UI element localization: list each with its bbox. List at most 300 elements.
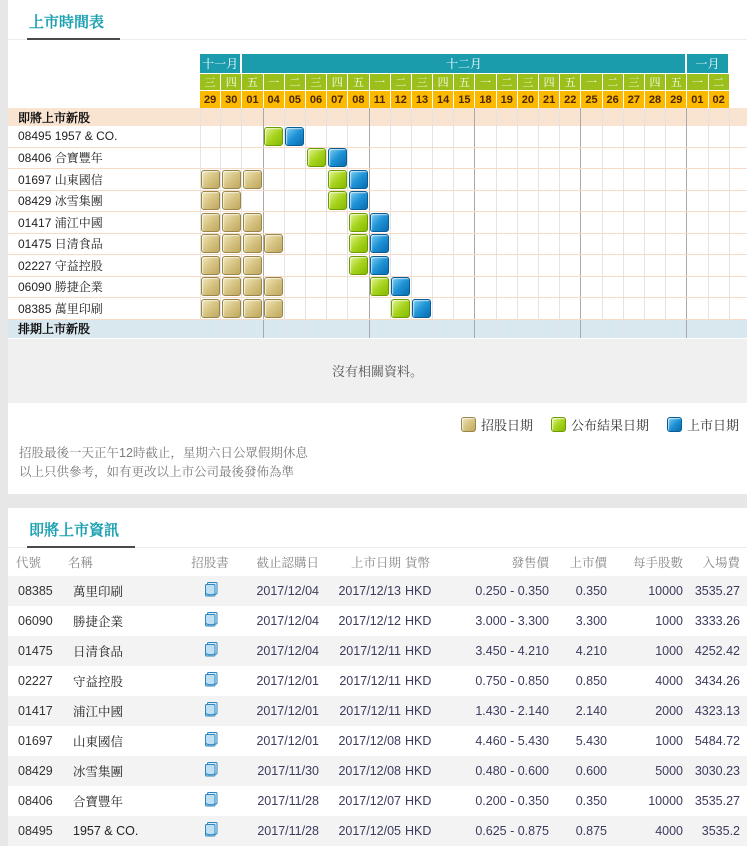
calendar-cell [560, 148, 581, 169]
calendar-cell [624, 255, 645, 276]
cell-code: 01475 [18, 643, 53, 658]
cell-listing-date: 2017/12/11 [339, 673, 401, 688]
gantt-row [8, 277, 747, 299]
calendar-cell [645, 298, 666, 319]
day-label: 13 [412, 91, 433, 108]
calendar-cell [200, 191, 221, 212]
prospectus-documents-icon[interactable] [202, 641, 219, 658]
calendar-cell [518, 298, 539, 319]
subscription-date-cell [264, 299, 283, 318]
result-date-cell [391, 299, 410, 318]
cell-currency: HKD [405, 703, 432, 718]
cell-currency: HKD [405, 793, 432, 808]
calendar-cell [221, 212, 242, 233]
cell-entry-fee: 3333.26 [694, 613, 740, 628]
subscription-date-cell [201, 191, 220, 210]
gantt-row [8, 298, 747, 320]
weekday-label: 四 [327, 74, 348, 91]
prospectus-documents-icon[interactable] [202, 761, 219, 778]
cell-listing-price: 0.350 [575, 793, 607, 808]
subscription-date-cell [201, 213, 220, 232]
prospectus-documents-icon[interactable] [202, 581, 219, 598]
calendar-cell [497, 255, 518, 276]
list-legend-swatch [667, 417, 682, 432]
calendar-cell [412, 126, 433, 147]
footnote-line: 招股最後一天正午12時截止，星期六日公眾假期休息 [19, 445, 308, 460]
calendar-cell [370, 255, 391, 276]
cell-listing-price: 2.140 [575, 703, 607, 718]
calendar-cell [581, 169, 602, 190]
calendar-cell [348, 212, 369, 233]
calendar-cell [454, 234, 475, 255]
cell-name: 1957 & CO. [73, 823, 139, 838]
calendar-cell [539, 255, 560, 276]
cell-currency: HKD [405, 673, 432, 688]
day-label: 19 [497, 91, 518, 108]
calendar-cell [306, 169, 327, 190]
calendar-cell [624, 148, 645, 169]
calendar-cell [518, 191, 539, 212]
cell-prospectus [190, 791, 230, 811]
calendar-cell [497, 191, 518, 212]
gantt-row [8, 212, 747, 234]
stock-label: 02227 守益控股 [18, 258, 103, 273]
prospectus-documents-icon[interactable] [202, 731, 219, 748]
cell-code: 01697 [18, 733, 53, 748]
weekday-label: 四 [221, 74, 242, 91]
prospectus-documents-icon[interactable] [202, 701, 219, 718]
cell-prospectus [190, 641, 230, 661]
subscription-date-cell [264, 234, 283, 253]
calendar-cell [475, 212, 496, 233]
calendar-cell [264, 108, 285, 126]
cell-deadline: 2017/12/04 [256, 613, 319, 628]
cell-listing-date: 2017/12/11 [339, 703, 401, 718]
calendar-cell [264, 126, 285, 147]
cell-listing-date: 2017/12/07 [338, 793, 401, 808]
calendar-cell [666, 320, 687, 338]
calendar-cell [666, 277, 687, 298]
stock-label: 08429 冰雪集團 [18, 194, 103, 209]
calendar-cell [200, 298, 221, 319]
weekday-label: 二 [497, 74, 518, 91]
subscription-date-cell [243, 299, 262, 318]
calendar-cell [391, 191, 412, 212]
calendar-cell [200, 255, 221, 276]
weekday-label: 一 [581, 74, 602, 91]
calendar-cell [624, 234, 645, 255]
calendar-cell [454, 298, 475, 319]
calendar-cell [285, 255, 306, 276]
subscription-date-cell [222, 277, 241, 296]
calendar-cell [560, 277, 581, 298]
column-header-10: 入場費 [702, 555, 740, 570]
subscription-date-cell [201, 299, 220, 318]
cell-listing-date: 2017/12/05 [338, 823, 401, 838]
cell-entry-fee: 4252.42 [694, 643, 740, 658]
calendar-cell [433, 169, 454, 190]
legend-label: 上市日期 [686, 417, 739, 433]
cell-offer-price: 3.450 - 4.210 [475, 643, 549, 658]
calendar-cell [285, 320, 306, 338]
cell-name: 浦江中國 [73, 704, 124, 719]
column-header-3: 招股書 [191, 555, 229, 570]
calendar-cell [242, 126, 263, 147]
subscription-date-cell [264, 277, 283, 296]
calendar-cell [497, 148, 518, 169]
calendar-cell [348, 320, 369, 338]
calendar-cell [306, 108, 327, 126]
stock-label: 06090 勝捷企業 [18, 280, 103, 295]
calendar-cell [370, 320, 391, 338]
result-date-cell [349, 256, 368, 275]
subscription-date-cell [201, 256, 220, 275]
day-label: 08 [348, 91, 369, 108]
weekday-label: 一 [370, 74, 391, 91]
cell-code: 02227 [18, 673, 53, 688]
calendar-cell [285, 148, 306, 169]
calendar-cell [624, 320, 645, 338]
calendar-cell [264, 277, 285, 298]
calendar-cell [391, 212, 412, 233]
prospectus-documents-icon[interactable] [202, 791, 219, 808]
calendar-cell [370, 126, 391, 147]
calendar-cell [348, 255, 369, 276]
cell-entry-fee: 3535.27 [694, 793, 740, 808]
calendar-cell [475, 126, 496, 147]
cell-lot-size: 4000 [655, 673, 683, 688]
calendar-cell [348, 298, 369, 319]
calendar-cell [348, 277, 369, 298]
table-row [8, 816, 747, 846]
calendar-cell [454, 320, 475, 338]
day-label: 02 [709, 91, 730, 108]
calendar-cell [645, 320, 666, 338]
calendar-cell [560, 212, 581, 233]
calendar-cell [475, 169, 496, 190]
cell-name: 守益控股 [73, 674, 124, 689]
legend-label: 招股日期 [480, 417, 533, 433]
day-label: 26 [603, 91, 624, 108]
cell-lot-size: 1000 [655, 643, 683, 658]
cell-currency: HKD [405, 823, 432, 838]
cell-offer-price: 3.000 - 3.300 [475, 613, 549, 628]
cell-entry-fee: 5484.72 [694, 733, 740, 748]
cell-listing-price: 0.600 [575, 763, 607, 778]
cell-offer-price: 1.430 - 2.140 [475, 703, 549, 718]
calendar-cell [327, 191, 348, 212]
cell-prospectus [190, 671, 230, 691]
cell-lot-size: 10000 [648, 793, 683, 808]
subscription-date-cell [222, 213, 241, 232]
cell-offer-price: 0.200 - 0.350 [475, 793, 549, 808]
weekday-label: 一 [264, 74, 285, 91]
subscription-date-cell [222, 234, 241, 253]
subscription-date-cell [201, 170, 220, 189]
calendar-cell [433, 126, 454, 147]
cell-listing-price: 5.430 [575, 733, 607, 748]
calendar-cell [348, 234, 369, 255]
day-label: 29 [666, 91, 687, 108]
weekday-label: 四 [539, 74, 560, 91]
table-row [8, 576, 747, 606]
calendar-cell [687, 320, 708, 338]
calendar-cell [391, 169, 412, 190]
cell-code: 08495 [18, 823, 53, 838]
cell-lot-size: 1000 [655, 613, 683, 628]
cell-entry-fee: 3535.27 [694, 583, 740, 598]
day-label: 01 [687, 91, 708, 108]
calendar-cell [645, 212, 666, 233]
weekday-label: 三 [200, 74, 221, 91]
calendar-cell [264, 298, 285, 319]
calendar-cell [391, 277, 412, 298]
calendar-cell [264, 148, 285, 169]
cell-listing-price: 4.210 [575, 643, 607, 658]
calendar-cell [454, 277, 475, 298]
table-row [8, 636, 747, 666]
calendar-cell [433, 298, 454, 319]
cell-currency: HKD [405, 613, 432, 628]
calendar-cell [560, 234, 581, 255]
info-header [8, 508, 747, 548]
subscription-date-cell [243, 170, 262, 189]
calendar-cell [454, 169, 475, 190]
calendar-cell [475, 108, 496, 126]
calendar-cell [433, 277, 454, 298]
day-label: 21 [539, 91, 560, 108]
cell-deadline: 2017/12/04 [256, 583, 319, 598]
calendar-cell [666, 255, 687, 276]
calendar-cell [497, 212, 518, 233]
cell-lot-size: 5000 [655, 763, 683, 778]
calendar-cell [327, 255, 348, 276]
weekday-label: 三 [624, 74, 645, 91]
result-date-cell [370, 277, 389, 296]
subscription-date-cell [201, 277, 220, 296]
gantt-row [8, 255, 747, 277]
calendar-cell [539, 108, 560, 126]
cell-name: 冰雪集團 [73, 764, 124, 779]
stock-label: 08385 萬里印刷 [18, 301, 103, 316]
calendar-cell [285, 191, 306, 212]
calendar-cell [433, 191, 454, 212]
info-title: 即將上市資訊 [27, 517, 135, 548]
prospectus-documents-icon[interactable] [202, 821, 219, 838]
calendar-cell [709, 169, 730, 190]
calendar-cell [306, 320, 327, 338]
subscription-date-cell [222, 256, 241, 275]
calendar-cell [433, 255, 454, 276]
calendar-cell [539, 320, 560, 338]
calendar-cell [603, 108, 624, 126]
ipo-gantt-calendar [8, 54, 747, 338]
sub-legend-swatch [461, 417, 476, 432]
calendar-cell [539, 277, 560, 298]
calendar-cell [624, 212, 645, 233]
calendar-cell [560, 169, 581, 190]
stock-label: 01697 山東國信 [18, 172, 103, 187]
calendar-cell [242, 191, 263, 212]
cell-prospectus [190, 611, 230, 631]
table-row [8, 606, 747, 636]
calendar-cell [306, 234, 327, 255]
cell-offer-price: 0.625 - 0.875 [475, 823, 549, 838]
cell-code: 08429 [18, 763, 53, 778]
calendar-corner-spacer [8, 74, 200, 91]
calendar-cell [624, 191, 645, 212]
calendar-cell [221, 148, 242, 169]
cell-code: 01417 [18, 703, 53, 718]
calendar-cell [391, 255, 412, 276]
calendar-cell [497, 320, 518, 338]
prospectus-documents-icon[interactable] [202, 671, 219, 688]
weekday-label: 二 [603, 74, 624, 91]
cell-offer-price: 0.480 - 0.600 [475, 763, 549, 778]
calendar-cell [264, 212, 285, 233]
calendar-cell [264, 234, 285, 255]
calendar-cell [645, 108, 666, 126]
column-header-8: 上市價 [569, 555, 607, 570]
weekday-label: 五 [560, 74, 581, 91]
calendar-cell [221, 108, 242, 126]
calendar-cell [475, 320, 496, 338]
calendar-cell [603, 298, 624, 319]
calendar-cell [327, 277, 348, 298]
calendar-cell [412, 277, 433, 298]
calendar-cell [348, 191, 369, 212]
cell-listing-price: 0.875 [575, 823, 607, 838]
prospectus-documents-icon[interactable] [202, 611, 219, 628]
subscription-date-cell [222, 191, 241, 210]
calendar-cell [645, 277, 666, 298]
calendar-cell [518, 126, 539, 147]
calendar-cell [221, 191, 242, 212]
calendar-cell [666, 148, 687, 169]
calendar-cell [603, 212, 624, 233]
calendar-cell [709, 191, 730, 212]
calendar-cell [645, 169, 666, 190]
cell-name: 山東國信 [73, 734, 124, 749]
cell-name: 合寶豐年 [73, 794, 124, 809]
month-label: 十一月 [200, 54, 242, 74]
calendar-cell [603, 169, 624, 190]
cell-prospectus [190, 731, 230, 751]
table-row [8, 666, 747, 696]
calendar-cell [412, 148, 433, 169]
calendar-cell [687, 191, 708, 212]
listing-date-cell [370, 213, 389, 232]
calendar-cell [391, 126, 412, 147]
cell-listing-price: 0.850 [575, 673, 607, 688]
calendar-cell [412, 212, 433, 233]
column-header-4: 截止認購日 [256, 555, 319, 570]
gantt-row [8, 148, 747, 170]
column-header-1: 代號 [16, 555, 42, 570]
cell-deadline: 2017/11/30 [257, 763, 319, 778]
calendar-cell [666, 234, 687, 255]
calendar-cell [285, 126, 306, 147]
calendar-cell [306, 255, 327, 276]
calendar-cell [560, 126, 581, 147]
subscription-date-cell [222, 299, 241, 318]
day-label: 29 [200, 91, 221, 108]
calendar-cell [539, 298, 560, 319]
calendar-cell [391, 108, 412, 126]
day-label: 30 [221, 91, 242, 108]
calendar-cell [560, 298, 581, 319]
cell-deadline: 2017/12/04 [256, 643, 319, 658]
result-date-cell [328, 191, 347, 210]
calendar-cell [327, 126, 348, 147]
calendar-cell [348, 148, 369, 169]
calendar-cell [539, 148, 560, 169]
weekday-label: 二 [391, 74, 412, 91]
listing-date-cell [349, 170, 368, 189]
calendar-cell [285, 277, 306, 298]
calendar-cell [581, 212, 602, 233]
calendar-cell [306, 298, 327, 319]
calendar-cell [200, 320, 221, 338]
calendar-cell [285, 298, 306, 319]
calendar-cell [327, 212, 348, 233]
weekday-label: 四 [433, 74, 454, 91]
calendar-cell [518, 212, 539, 233]
cell-listing-date: 2017/12/11 [339, 643, 401, 658]
calendar-cell [518, 320, 539, 338]
calendar-cell [560, 255, 581, 276]
stock-label: 01475 日清食品 [18, 237, 103, 252]
cell-currency: HKD [405, 763, 432, 778]
calendar-cell [687, 126, 708, 147]
calendar-cell [666, 212, 687, 233]
listing-date-cell [370, 234, 389, 253]
calendar-cell [497, 277, 518, 298]
calendar-cell [348, 169, 369, 190]
result-date-cell [307, 148, 326, 167]
calendar-cell [497, 298, 518, 319]
subscription-date-cell [243, 234, 262, 253]
column-header-6: 貨幣 [405, 555, 431, 570]
calendar-cell [539, 212, 560, 233]
cell-prospectus [190, 761, 230, 781]
calendar-cell [264, 191, 285, 212]
calendar-cell [581, 191, 602, 212]
day-label: 11 [370, 91, 391, 108]
calendar-cell [306, 148, 327, 169]
calendar-cell [433, 148, 454, 169]
calendar-cell [518, 255, 539, 276]
calendar-month-row [8, 54, 747, 74]
calendar-cell [454, 108, 475, 126]
calendar-cell [687, 169, 708, 190]
day-label: 07 [327, 91, 348, 108]
calendar-cell [603, 191, 624, 212]
timetable-header [8, 0, 747, 40]
calendar-cell [242, 234, 263, 255]
calendar-cell [412, 234, 433, 255]
calendar-cell [687, 277, 708, 298]
calendar-cell [518, 234, 539, 255]
calendar-cell [285, 234, 306, 255]
listing-date-cell [285, 127, 304, 146]
month-label: 一月 [687, 54, 729, 74]
calendar-cell [454, 126, 475, 147]
cell-lot-size: 10000 [648, 583, 683, 598]
subscription-date-cell [222, 170, 241, 189]
weekday-label: 四 [645, 74, 666, 91]
calendar-cell [709, 234, 730, 255]
